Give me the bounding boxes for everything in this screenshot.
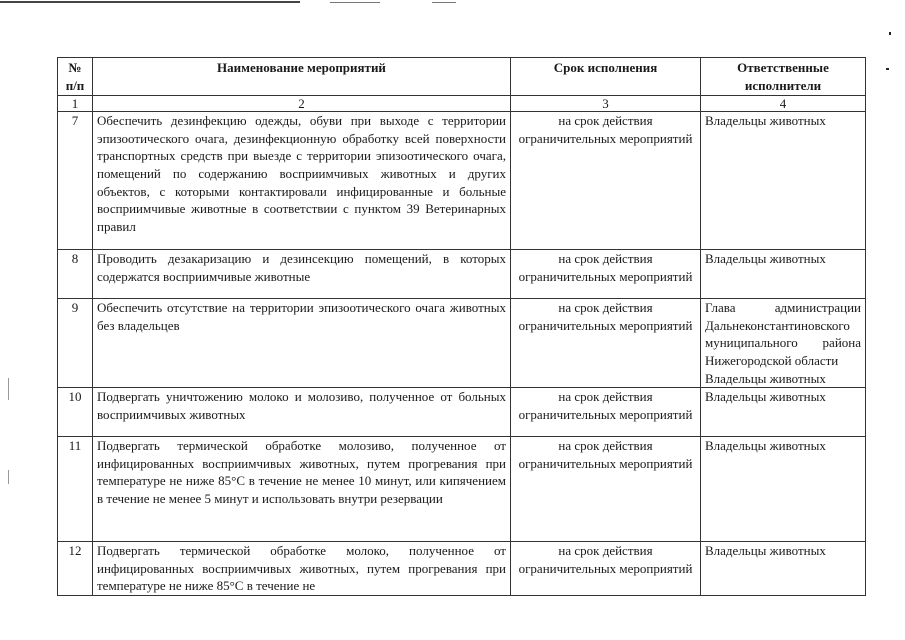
column-number: 1 (58, 96, 93, 112)
responsible-line: Глава администрации (705, 300, 861, 316)
table-row (58, 250, 866, 299)
row-number: 8 (58, 250, 93, 299)
table-row (58, 388, 866, 437)
responsible (701, 250, 866, 299)
measure-name: Подвергать уничтожению молоко и молозиво, полученное от больных восприимчивых животных (93, 388, 511, 437)
column-number: 3 (511, 96, 701, 112)
execution-term: на срок действия ограничительных мероприятий (511, 250, 701, 299)
row-number: 9 (58, 299, 93, 388)
column-number-row (58, 96, 866, 112)
responsible-line: Владельцы животных (705, 389, 826, 405)
scan-artifact (0, 1, 300, 3)
responsible (701, 542, 866, 596)
responsible (701, 112, 866, 250)
table-row (58, 112, 866, 250)
header-responsible: Ответственные исполнители (701, 58, 866, 96)
execution-term: на срок действия ограничительных мероприятий (511, 112, 701, 250)
responsible (701, 388, 866, 437)
scan-artifact (889, 32, 891, 35)
responsible-line: Дальнеконстантиновского (705, 317, 850, 333)
measure-name: Проводить дезакаризацию и дезинсекцию помещений, в которых содержатся восприимчивые животные (93, 250, 511, 299)
responsible-line: Владельцы животных (705, 251, 826, 267)
row-number: 10 (58, 388, 93, 437)
measure-name: Обеспечить отсутствие на территории эпизоотического очага животных без владельцев (93, 299, 511, 388)
table-header-row (58, 58, 866, 96)
measure-name: Подвергать термической обработке молоко, полученное от инфицированных восприимчивых животных, путем прогревания при температуре не ниже 85°С в течение не (93, 542, 511, 596)
responsible-line: Владельцы животных (705, 543, 826, 559)
row-number: 11 (58, 437, 93, 542)
responsible-line: Владельцы животных (705, 370, 826, 386)
header-no: № п/п (58, 58, 93, 96)
measures-table (57, 57, 866, 596)
column-number: 4 (701, 96, 866, 112)
measure-name: Подвергать термической обработке молозиво, полученное от инфицированных восприимчивых животных, путем прогревания при температуре не ниже 85°С в течение не менее 10 минут, или кипячением в течение не менее 5 минут и использовать внутри резервации (93, 437, 511, 542)
measure-name: Обеспечить дезинфекцию одежды, обуви при выходе с территории эпизоотического очага, дезинфекционную обработку всей поверхности транспортных средств при выезде с территории эпизоотического очага, помещений по содержанию восприимчивых животных и других объектов, с которыми контактировали инфицированные и больные восприимчивые животные в соответствии с пунктом 39 Ветеринарных правил (93, 112, 511, 250)
header-name: Наименование мероприятий (93, 58, 511, 96)
scan-artifact (8, 470, 9, 484)
responsible-line: муниципального района (705, 335, 861, 351)
responsible-line: Нижегородской области (705, 352, 839, 368)
table-row (58, 542, 866, 596)
column-number: 2 (93, 96, 511, 112)
scan-artifact (432, 2, 456, 3)
table-row (58, 437, 866, 542)
row-number: 12 (58, 542, 93, 596)
execution-term: на срок действия ограничительных мероприятий (511, 299, 701, 388)
row-number: 7 (58, 112, 93, 250)
table-row (58, 299, 866, 388)
header-term: Срок исполнения (511, 58, 701, 96)
execution-term: на срок действия ограничительных мероприятий (511, 388, 701, 437)
scan-artifact (886, 68, 889, 70)
responsible-line: Владельцы животных (705, 438, 826, 454)
execution-term: на срок действия ограничительных мероприятий (511, 542, 701, 596)
responsible (701, 437, 866, 542)
scan-artifact (330, 2, 380, 3)
execution-term: на срок действия ограничительных мероприятий (511, 437, 701, 542)
responsible (701, 299, 866, 388)
scan-artifact (8, 378, 9, 400)
responsible-line: Владельцы животных (705, 113, 826, 129)
